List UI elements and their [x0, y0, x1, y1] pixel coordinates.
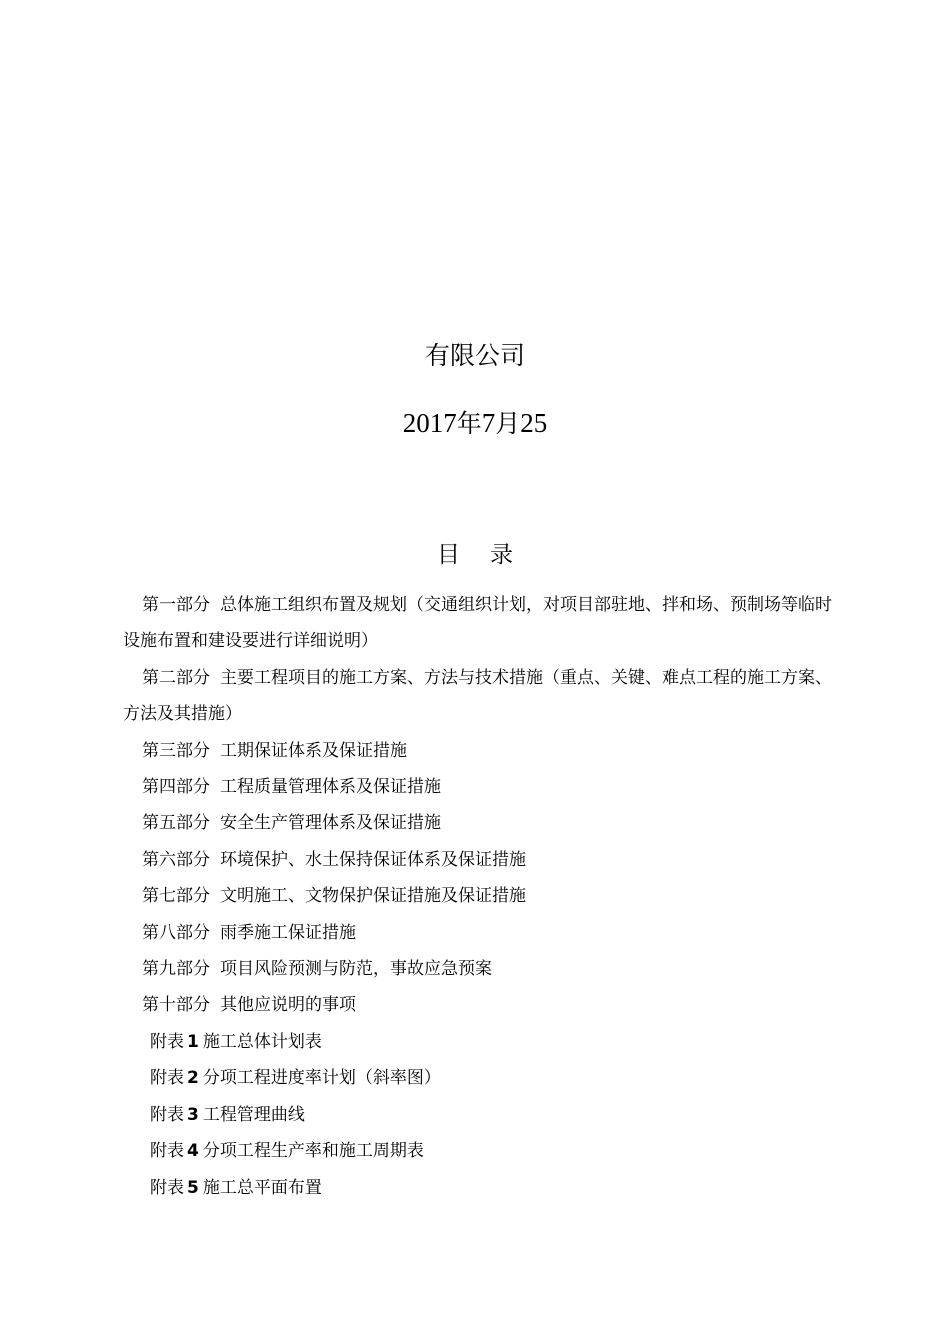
part-title: 工期保证体系及保证措施	[220, 740, 407, 761]
toc-entry-part-6	[123, 842, 833, 878]
part-label: 第一部分	[142, 595, 210, 615]
appendix-prefix: 附表	[150, 1177, 184, 1198]
appendix-prefix: 附表	[150, 1104, 184, 1125]
appendix-number: 4	[187, 1141, 199, 1162]
toc-entry-part-2	[123, 660, 833, 733]
appendix-title: 分项工程生产率和施工周期表	[202, 1141, 424, 1162]
part-title: 项目风险预测与防范，事故应急预案	[220, 959, 492, 980]
toc-entry-part-9	[123, 951, 833, 987]
part-label: 第二部分	[142, 667, 210, 688]
toc-entry-appendix-5	[123, 1170, 833, 1206]
toc-entry-appendix-3	[123, 1097, 833, 1133]
date-month: 7	[481, 408, 496, 438]
toc-entry-part-1	[123, 587, 833, 660]
part-title: 文明施工、文物保护保证措施及保证措施	[220, 886, 526, 907]
appendix-title: 工程管理曲线	[202, 1104, 305, 1125]
appendix-prefix: 附表	[150, 1068, 184, 1089]
toc-entry-part-5	[123, 805, 833, 841]
appendix-title: 施工总平面布置	[202, 1177, 322, 1198]
part-title: 安全生产管理体系及保证措施	[220, 813, 441, 834]
toc-entry-part-7	[123, 878, 833, 914]
part-title: 主要工程项目的施工方案、方法与技术措施（重点、关键、难点工程的施工方案、方法及其措施）	[123, 667, 832, 725]
part-label: 第七部分	[142, 886, 210, 907]
date-day: 25	[520, 408, 548, 438]
toc-entry-part-4	[123, 769, 833, 805]
part-label: 第六部分	[142, 849, 210, 870]
part-title: 环境保护、水土保持保证体系及保证措施	[220, 849, 526, 870]
toc-entry-part-3	[123, 733, 833, 769]
part-title: 雨季施工保证措施	[220, 922, 356, 943]
appendix-number: 5	[187, 1177, 199, 1198]
appendix-title: 施工总体计划表	[202, 1031, 322, 1052]
part-label: 第十部分	[142, 995, 210, 1016]
toc-title-char: 录	[490, 542, 513, 568]
appendix-number: 2	[187, 1068, 199, 1089]
appendix-number: 3	[187, 1104, 199, 1125]
company-name: 有限公司	[424, 341, 525, 370]
toc-title	[0, 535, 950, 575]
part-label: 第九部分	[142, 959, 210, 980]
appendix-prefix: 附表	[150, 1031, 184, 1052]
part-title: 工程质量管理体系及保证措施	[220, 777, 441, 798]
part-label: 第八部分	[142, 922, 210, 943]
appendix-prefix: 附表	[150, 1141, 184, 1162]
toc-entry-appendix-1	[123, 1024, 833, 1060]
part-title: 其他应说明的事项	[220, 995, 356, 1016]
part-label: 第三部分	[142, 740, 210, 761]
date-month-unit: 月	[495, 409, 521, 438]
toc-title-char: 目	[437, 542, 460, 568]
part-label: 第五部分	[142, 813, 210, 834]
date-year: 2017	[402, 408, 457, 438]
toc-entry-appendix-4	[123, 1133, 833, 1169]
part-label: 第四部分	[142, 777, 210, 798]
appendix-title: 分项工程进度率计划（斜率图）	[202, 1068, 441, 1089]
date-year-unit: 年	[456, 409, 482, 438]
toc-entry-part-8	[123, 915, 833, 951]
appendix-number: 1	[187, 1031, 199, 1052]
part-title: 总体施工组织布置及规划（交通组织计划，对项目部驻地、拌和场、预制场等临时设施布置和建设要进行详细说明）	[123, 595, 832, 652]
document-date	[0, 403, 950, 444]
toc-entry-appendix-2	[123, 1060, 833, 1096]
table-of-contents	[123, 587, 833, 1206]
toc-entry-part-10	[123, 987, 833, 1023]
